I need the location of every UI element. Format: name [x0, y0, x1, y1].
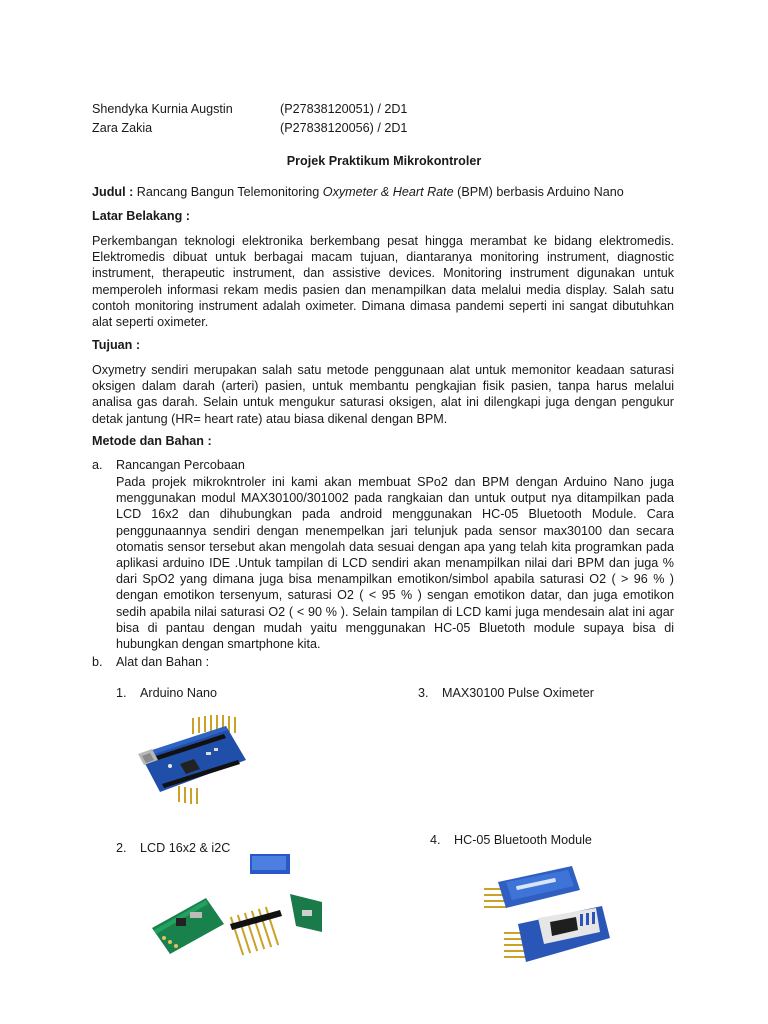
- latar-heading: Latar Belakang :: [92, 209, 190, 223]
- tool-item-3-num: 3.: [418, 686, 429, 700]
- tool-item-4-label: HC-05 Bluetooth Module: [454, 833, 592, 847]
- tool-item-4-num: 4.: [430, 833, 441, 847]
- author-1-id: (P27838120051) / 2D1: [280, 102, 408, 116]
- tujuan-heading: Tujuan :: [92, 338, 141, 352]
- tujuan-paragraph: Oxymetry sendiri merupakan salah satu metode penggunaan alat untuk memonitor keadaan saturasi oksigen dalam darah (arteri) pasien, untuk membantu pengkajian fisik pasien, tanpa harus melalui analisa gas darah. Selain untuk mengukur saturasi oksigen, alat ini dilengkapi juga dengan pengukur detak jantung (HR= heart rate) atau biasa dikenal dengan BPM.: [92, 363, 674, 426]
- judul-text-1: Rancang Bangun Telemonitoring: [133, 185, 323, 199]
- item-a-paragraph: Pada projek mikrokntroler ini kami akan membuat SPo2 dan BPM dengan Arduino Nano juga menggunakan modul MAX30100/301002 pada rangkaian dan untuk output nya ditampilkan pada LCD 16x2 dan dihubungkan pada android menggunakan HC-05 Bluetooth Module. Cara penggunaannya sendiri dengan menempelkan jari telunjuk pada sensor max30100 dan secara otomatis sensor tersebut akan mengolah data sesuai dengan apa yang telah kita programkan pada aplikasi arduino IDE .Untuk tampilan di LCD sendiri akan menampilkan nilai dari BPM dan juga % dari SpO2 yang dimana juga bisa menampilkan emotikon/simbol apabila saturasi O2 ( > 96 % ) dengan emotikon tersenyum, saturasi O2 ( < 95 % ) sengan emotikon datar, dan juga emotikon sedih apabila nilai saturasi O2 ( < 90 % ). Selain tampilan di LCD kami juga mendesain alat ini agar bisa di pantau dengan mudah yaitu menggunakan HC-05 Bluetoth module supaya bisa di hubungkan dengan smartphone kita.: [116, 475, 674, 652]
- arduino-nano-photo: [134, 714, 250, 806]
- author-2-name: Zara Zakia: [92, 121, 153, 135]
- document-title: Projek Praktikum Mikrokontroler: [286, 154, 482, 168]
- judul-label: Judul :: [92, 185, 134, 199]
- metode-heading: Metode dan Bahan :: [92, 434, 212, 448]
- tool-item-2-label: LCD 16x2 & i2C: [140, 841, 231, 855]
- item-b-title: Alat dan Bahan :: [116, 655, 210, 669]
- item-b-marker: b.: [92, 655, 103, 669]
- item-a-marker: a.: [92, 458, 103, 472]
- hc05-bluetooth-photo: [476, 862, 612, 974]
- tool-item-1: [116, 686, 217, 700]
- judul-text-em: Oxymeter & Heart Rate: [322, 185, 454, 199]
- tool-item-2-num: 2.: [116, 841, 127, 855]
- judul-line: [92, 185, 624, 199]
- tool-item-4: [430, 833, 592, 847]
- lcd-i2c-photo: [140, 854, 322, 974]
- author-1-name: Shendyka Kurnia Augstin: [92, 102, 233, 116]
- latar-paragraph: Perkembangan teknologi elektronika berkembang pesat hingga merambat ke bidang elektromedis. Elektromedis dibuat untuk berbagai macam tujuan, diantaranya monitoring instrument, diagnostic instrument, therapeutic instrument, dan assistive devices. Monitoring instrument digunakan untuk memperoleh informasi rekam medis pasien dan menampilkan data melalui media display. Salah satu contoh monitoring instrument adalah oximeter. Dimana dimasa pandemi seperti ini sangat dibutuhkan alat seperti oximeter.: [92, 234, 674, 330]
- item-a-title: Rancangan Percobaan: [116, 458, 245, 472]
- tool-item-1-num: 1.: [116, 686, 127, 700]
- tool-item-1-label: Arduino Nano: [140, 686, 218, 700]
- tool-item-3-label: MAX30100 Pulse Oximeter: [442, 686, 594, 700]
- tool-item-2: [116, 841, 230, 855]
- judul-text-2: (BPM) berbasis Arduino Nano: [453, 185, 624, 199]
- tool-item-3: [418, 686, 594, 700]
- author-2-id: (P27838120056) / 2D1: [280, 121, 408, 135]
